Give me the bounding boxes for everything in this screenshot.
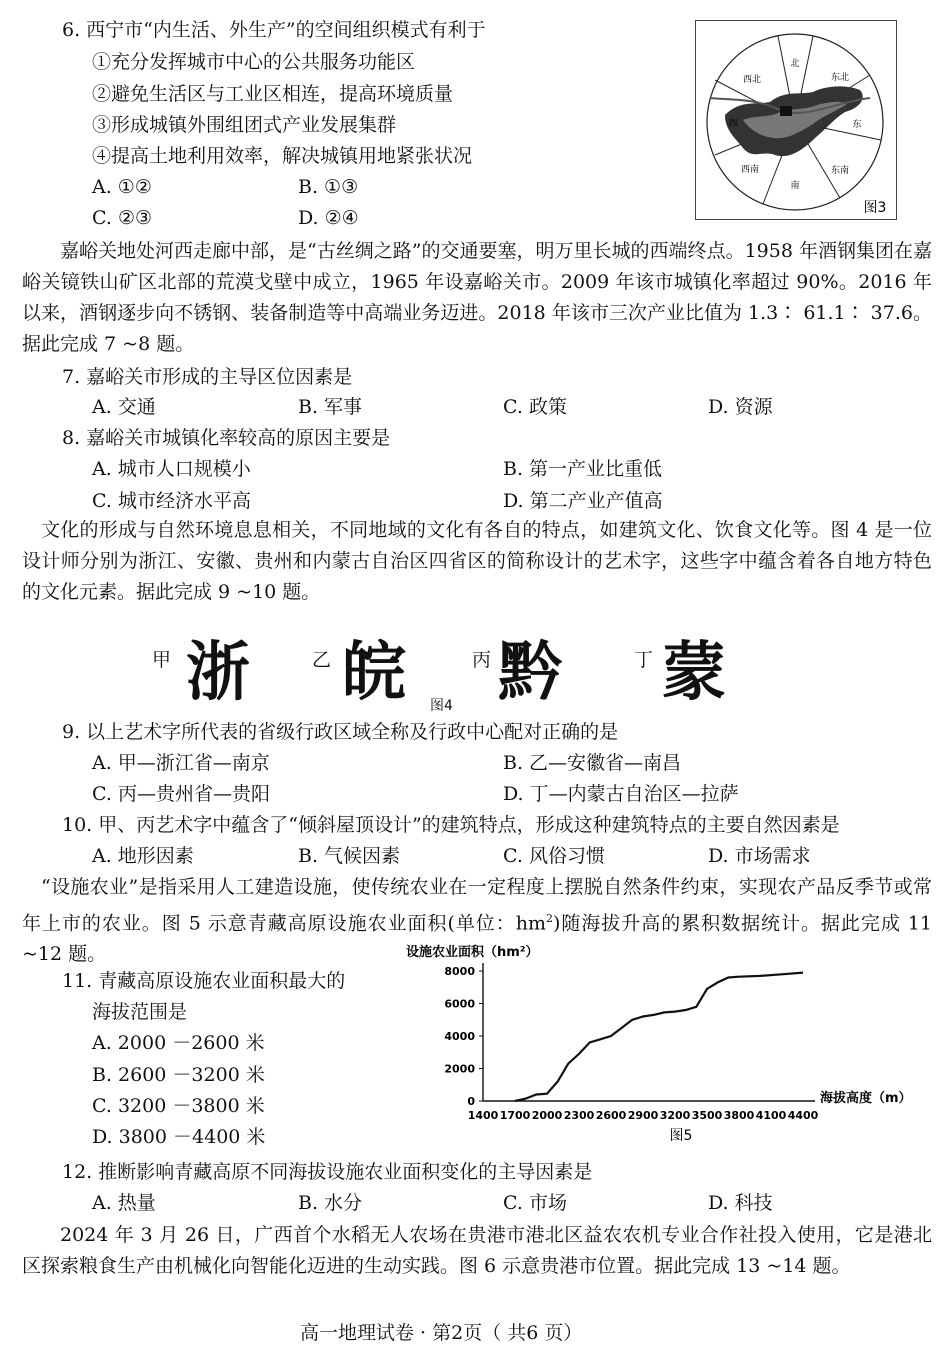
q10-option-d: D. 市场需求 bbox=[708, 845, 811, 867]
figure-3 bbox=[695, 20, 897, 220]
passage-guangxi: 2024 年 3 月 26 日，广西首个水稻无人农场在贵港市港北区益农农机专业合作社投入使用，它是港北区探索粮食生产由机械化向智能化迈进的生动实践。图 6 示意贵港市位置。据此完成 13 ~14 题。 bbox=[22, 1224, 932, 1277]
figure-4 bbox=[150, 615, 730, 719]
chart-ylabel: 设施农业面积（hm²） bbox=[406, 945, 539, 960]
q10-option-a: A. 地形因素 bbox=[92, 845, 194, 867]
q10-stem: 10. 甲、丙艺术字中蕴含了“倾斜屋顶设计”的建筑特点，形成这种建筑特点的主要自然因素是 bbox=[62, 814, 840, 836]
fig3-label-ne: 东北 bbox=[830, 73, 850, 83]
q12-stem: 12. 推断影响青藏高原不同海拔设施农业面积变化的主导因素是 bbox=[62, 1161, 593, 1183]
q10-option-b: B. 气候因素 bbox=[298, 845, 401, 867]
q11-option-c: C. 3200 －3800 米 bbox=[92, 1095, 265, 1117]
passage-farming-part1: “设施农业”是指采用人工建造设施，使传统农业在一定程度上摆脱自然条件约束，实现农产品反季节或常年上市的农业。图 5 示意青藏高原设施农业面积(单位：hm bbox=[22, 876, 932, 935]
chart-series-line bbox=[515, 973, 803, 1101]
chart-x-tick-label: 2000 bbox=[531, 1109, 563, 1122]
fig4-art-qian: 黔 bbox=[498, 636, 562, 710]
q11-option-b: B. 2600 －3200 米 bbox=[92, 1064, 265, 1086]
fig4-caption: 图4 bbox=[430, 698, 453, 714]
q8-option-c: C. 城市经济水平高 bbox=[92, 490, 251, 512]
chart-x-tick-label: 1400 bbox=[467, 1109, 499, 1122]
q8-stem: 8. 嘉峪关市城镇化率较高的原因主要是 bbox=[62, 427, 391, 449]
fig3-label-e: 东 bbox=[852, 120, 862, 130]
q6-item-1: ①充分发挥城市中心的公共服务功能区 bbox=[92, 51, 416, 73]
q7-option-a: A. 交通 bbox=[92, 396, 156, 418]
chart-y-tick-label: 2000 bbox=[444, 1062, 475, 1076]
chart-x-tick-label: 2300 bbox=[563, 1109, 595, 1122]
chart-x-tick-label: 4100 bbox=[755, 1109, 787, 1122]
fig3-label-w: 西 bbox=[728, 119, 738, 129]
passage-farming-sup: 2 bbox=[545, 912, 553, 925]
q12-option-c: C. 市场 bbox=[503, 1192, 567, 1214]
q9-option-b: B. 乙—安徽省—南昌 bbox=[503, 752, 682, 774]
fig3-label-se: 东南 bbox=[830, 166, 850, 176]
chart-y-tick-label: 4000 bbox=[444, 1030, 475, 1043]
fig4-art-meng: 蒙 bbox=[662, 636, 726, 710]
q6-option-d: D. ②④ bbox=[298, 207, 359, 229]
chart-x-tick-label: 2600 bbox=[595, 1109, 627, 1122]
chart-xlabel: 海拔高度（m） bbox=[820, 1091, 912, 1106]
chart-x-tick-label: 2900 bbox=[627, 1109, 659, 1122]
passage-jiayuguan: 嘉峪关地处河西走廊中部，是“古丝绸之路”的交通要塞，明万里长城的西端终点。1958 年酒钢集团在嘉峪关镜铁山矿区北部的荒漠戈壁中成立，1965 年设嘉峪关市。2009 年该市城镇化率超过 90%。2016 年以来，酒钢逐步向不锈钢、装备制造等中高端业务迈进。2018 年该市三次产业比值为 1.3∶ 61.1∶ 37.6。据此完成 7 ~8 题。 bbox=[22, 240, 932, 355]
fig3-label-s: 南 bbox=[790, 181, 800, 191]
passage-farming-part2: )随海拔升高的累积数据统计。据此完成 11 ~12 题。 bbox=[22, 912, 932, 966]
chart-x-tick-label: 3200 bbox=[659, 1109, 691, 1122]
q9-option-a: A. 甲—浙江省—南京 bbox=[92, 752, 270, 774]
q6-option-a: A. ①② bbox=[92, 176, 152, 198]
page-footer: 高一地理试卷 · 第2页（ 共6 页） bbox=[300, 1322, 583, 1344]
chart-x-tick-label: 1700 bbox=[499, 1109, 531, 1122]
chart-caption: 图5 bbox=[669, 1128, 693, 1143]
fig3-label-sw: 西南 bbox=[740, 165, 760, 175]
q6-option-c: C. ②③ bbox=[92, 207, 153, 229]
q11-stem-1: 11. 青藏高原设施农业面积最大的 bbox=[62, 970, 346, 992]
fig4-label-ding: 丁 bbox=[634, 649, 654, 671]
q9-stem: 9. 以上艺术字所代表的省级行政区域全称及行政中心配对正确的是 bbox=[62, 721, 619, 743]
q10-option-c: C. 风俗习惯 bbox=[503, 845, 605, 867]
fig4-label-yi: 乙 bbox=[312, 649, 332, 671]
fig4-label-bing: 丙 bbox=[472, 649, 492, 671]
q11-stem-2: 海拔范围是 bbox=[92, 1001, 188, 1023]
q6-item-3: ③形成城镇外围组团式产业发展集群 bbox=[92, 114, 397, 136]
q8-option-d: D. 第二产业产值高 bbox=[503, 490, 663, 512]
q6-option-b: B. ①③ bbox=[298, 176, 359, 198]
q6-stem: 6. 西宁市“内生活、外生产”的空间组织模式有利于 bbox=[62, 19, 486, 41]
q9-option-c: C. 丙—贵州省—贵阳 bbox=[92, 783, 270, 805]
chart-y-tick-label: 8000 bbox=[444, 965, 475, 978]
fig4-label-jia: 甲 bbox=[152, 649, 172, 671]
q11-option-a: A. 2000 －2600 米 bbox=[92, 1032, 265, 1054]
fig3-label-n: 北 bbox=[790, 59, 800, 69]
figure-5-chart bbox=[398, 938, 932, 1143]
fig4-art-wan: 皖 bbox=[342, 636, 406, 710]
chart-y-tick-label: 0 bbox=[467, 1095, 475, 1108]
passage-culture: 文化的形成与自然环境息息相关，不同地域的文化有各自的特点，如建筑文化、饮食文化等。图 4 是一位设计师分别为浙江、安徽、贵州和内蒙古自治区四省区的简称设计的艺术字，这些字中蕴含着各自地方特色的文化元素。据此完成 9 ~10 题。 bbox=[22, 519, 932, 603]
chart-y-tick-label: 6000 bbox=[444, 997, 475, 1011]
q6-item-4: ④提高土地利用效率，解决城镇用地紧张状况 bbox=[92, 145, 473, 167]
q12-option-b: B. 水分 bbox=[298, 1192, 363, 1214]
chart-x-tick-label: 3500 bbox=[691, 1109, 723, 1122]
q9-option-d: D. 丁—内蒙古自治区—拉萨 bbox=[503, 783, 739, 805]
fig3-label-nw: 西北 bbox=[742, 75, 762, 85]
q12-option-a: A. 热量 bbox=[92, 1192, 156, 1214]
chart-x-tick-label: 4400 bbox=[787, 1109, 819, 1122]
q7-option-d: D. 资源 bbox=[708, 396, 773, 418]
figure-5 bbox=[398, 938, 932, 1143]
q8-option-a: A. 城市人口规模小 bbox=[92, 458, 251, 480]
q7-stem: 7. 嘉峪关市形成的主导区位因素是 bbox=[62, 366, 353, 388]
q7-option-c: C. 政策 bbox=[503, 396, 567, 418]
q7-option-b: B. 军事 bbox=[298, 396, 363, 418]
q8-option-b: B. 第一产业比重低 bbox=[503, 458, 663, 480]
q12-option-d: D. 科技 bbox=[708, 1192, 773, 1214]
fig3-caption: 图3 bbox=[863, 200, 887, 216]
fig4-art-zhe: 浙 bbox=[186, 636, 248, 710]
q6-item-2: ②避免生活区与工业区相连，提高环境质量 bbox=[92, 83, 454, 105]
figure-3-diagram bbox=[695, 20, 897, 220]
chart-x-tick-label: 3800 bbox=[723, 1109, 755, 1122]
q11-option-d: D. 3800 －4400 米 bbox=[92, 1126, 266, 1148]
